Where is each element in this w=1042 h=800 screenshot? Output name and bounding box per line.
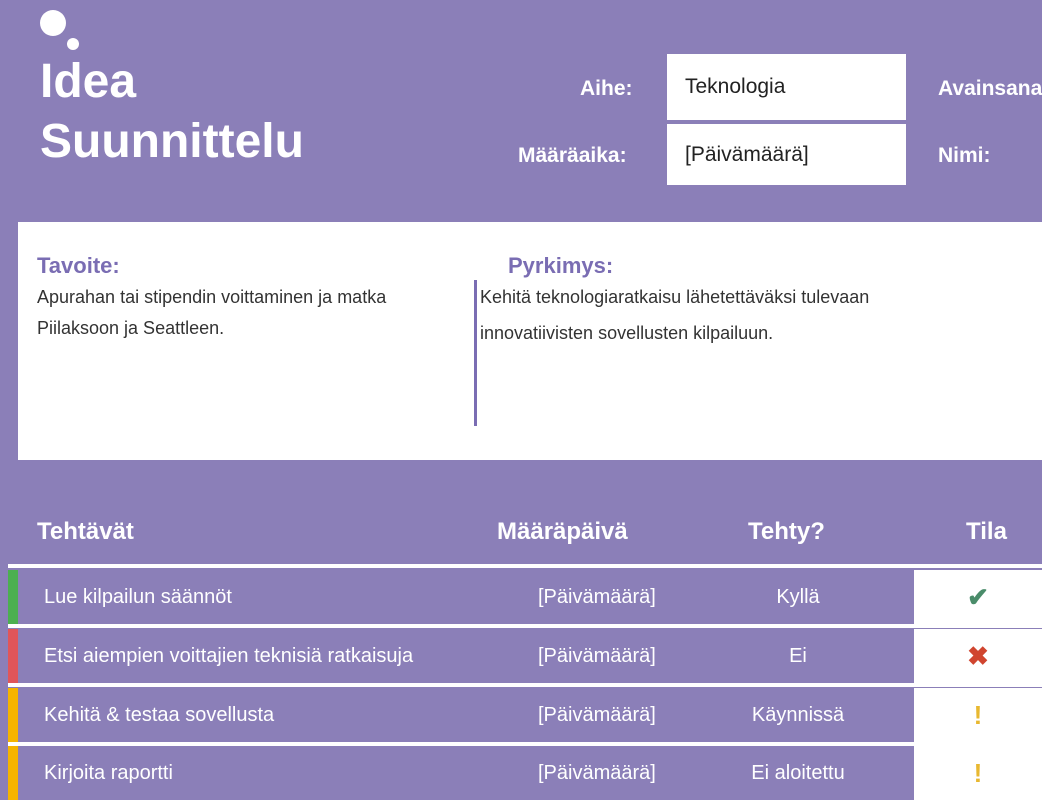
pyrkimys-text-line-1: Kehitä teknologiaratkaisu lähetettäväksi tulevaan [480, 287, 870, 307]
row-separator [8, 683, 1042, 687]
status-cell [914, 629, 1042, 683]
logo-dot-large [40, 10, 66, 36]
row-separator [8, 624, 1042, 628]
pyrkimys-heading: Pyrkimys: [508, 253, 614, 278]
row-separator [8, 564, 1042, 568]
priority-bar [8, 746, 18, 800]
pyrkimys-text-line-2: innovatiivisten sovellusten kilpailuun. [480, 323, 774, 343]
task-row[interactable] [8, 629, 1042, 683]
task-due-date: [Päivämäärä] [538, 703, 656, 726]
priority-bar [8, 688, 18, 742]
tavoite-heading: Tavoite: [37, 253, 120, 278]
panel-divider [474, 280, 477, 426]
column-header-status[interactable]: Tila [966, 518, 1007, 545]
column-header-done[interactable]: Tehty? [748, 518, 825, 545]
task-row-body [18, 570, 914, 624]
task-row[interactable] [8, 570, 1042, 624]
task-name: Kehitä & testaa sovellusta [44, 703, 275, 726]
task-due-date: [Päivämäärä] [538, 585, 656, 608]
maaraaika-label: Määräaika: [518, 144, 627, 167]
task-due-date: [Päivämäärä] [538, 761, 656, 784]
title-line-2: Suunnittelu [40, 115, 304, 168]
page-title [40, 52, 304, 172]
avainsana-label: Avainsana [938, 77, 1042, 100]
task-name: Etsi aiempien voittajien teknisiä ratkaisuja [44, 644, 414, 667]
exclamation-icon: ! [973, 699, 983, 730]
aihe-field[interactable]: Teknologia [667, 54, 906, 120]
task-row[interactable] [8, 746, 1042, 800]
maaraaika-field[interactable]: [Päivämäärä] [667, 124, 906, 185]
priority-bar [8, 629, 18, 683]
column-header-tasks[interactable]: Tehtävät [37, 518, 134, 545]
task-name: Kirjoita raportti [44, 761, 173, 784]
status-cell [914, 746, 1042, 800]
nimi-label: Nimi: [938, 144, 991, 167]
task-row-body [18, 746, 914, 800]
cross-icon: ✖ [967, 640, 989, 671]
task-done: Ei aloitettu [751, 761, 845, 784]
aihe-label: Aihe: [580, 77, 633, 100]
column-header-due-date[interactable]: Määräpäivä [497, 518, 628, 545]
check-icon: ✔ [967, 581, 989, 612]
title-line-1: Idea [40, 55, 137, 108]
priority-bar [8, 570, 18, 624]
task-row[interactable] [8, 688, 1042, 742]
logo-dot-small [67, 38, 79, 50]
status-cell [914, 570, 1042, 624]
tavoite-text-line-2: Piilaksoon ja Seattleen. [37, 318, 225, 338]
exclamation-icon: ! [973, 757, 983, 788]
task-name: Lue kilpailun säännöt [44, 585, 232, 608]
task-due-date: [Päivämäärä] [538, 644, 656, 667]
task-done: Ei [789, 644, 807, 667]
status-cell [914, 688, 1042, 742]
task-done: Käynnissä [751, 703, 845, 726]
tavoite-text-line-1: Apurahan tai stipendin voittaminen ja matka [37, 287, 387, 307]
task-row-body [18, 629, 914, 683]
task-row-body [18, 688, 914, 742]
task-done: Kyllä [776, 585, 820, 608]
